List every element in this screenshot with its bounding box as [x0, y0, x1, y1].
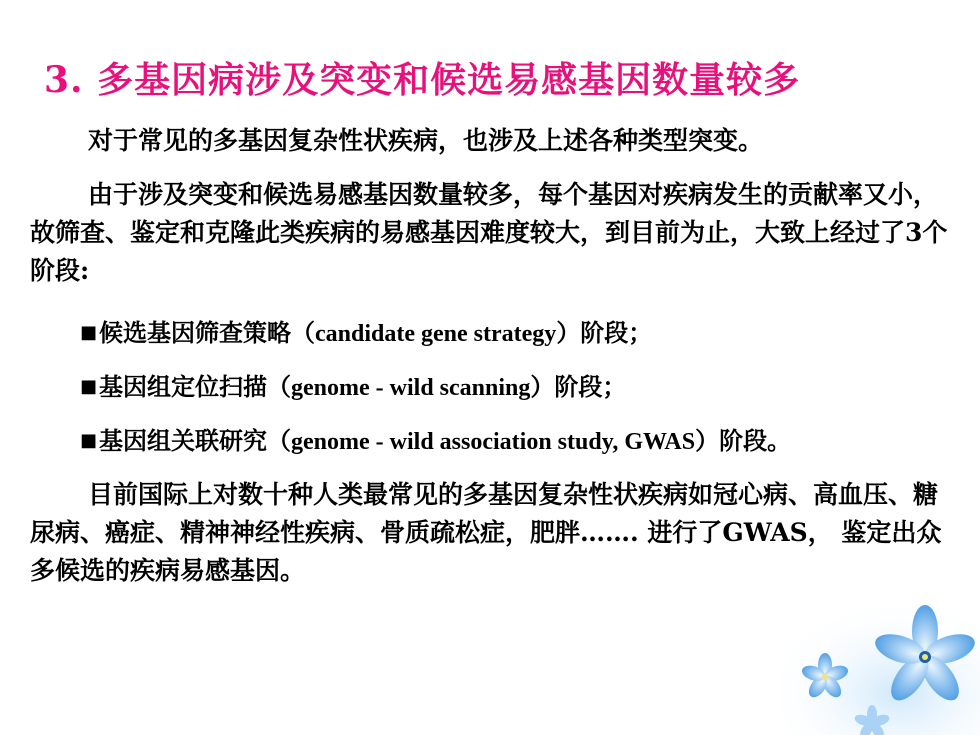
bullet-suffix: ）阶段。 — [695, 427, 792, 455]
bullet-square-icon: ■ — [80, 322, 98, 343]
bullet-square-icon: ■ — [80, 376, 98, 397]
bullet-english-term: genome - wild scanning — [291, 375, 531, 401]
bullet-label: 基因组关联研究（ — [99, 427, 292, 455]
paragraph-stages: 由于涉及突变和候选易感基因数量较多，每个基因对疾病发生的贡献率又小，故筛查、鉴定和克隆此类疾病的易感基因难度较大，到目前为止，大致上经过了3个阶段: — [30, 180, 948, 285]
blue-flower-image — [780, 595, 980, 735]
bullet-candidate-gene — [80, 318, 652, 349]
bullet-label: 候选基因筛查策略（ — [99, 319, 316, 347]
bullet-suffix: ）阶段； — [556, 319, 653, 347]
bullet-english-term: genome - wild association study, GWAS — [291, 429, 696, 455]
paragraph-gwas-results: 目前国际上对数十种人类最常见的多基因复杂性状疾病如冠心病、高血压、糖尿病、癌症、精神神经性疾病、骨质疏松症，肥胖……. 进行了GWAS， 鉴定出众多候选的疾病易感基因。 — [30, 480, 942, 585]
slide-title: 3. 多基因病涉及突变和候选易感基因数量较多 — [44, 59, 801, 101]
bullet-suffix: ）阶段； — [530, 373, 627, 401]
bullet-genome-scanning — [80, 372, 626, 403]
bullet-label: 基因组定位扫描（ — [99, 373, 292, 401]
bullet-gwas — [80, 426, 791, 457]
paragraph-intro: 对于常见的多基因复杂性状疾病，也涉及上述各种类型突变。 — [88, 126, 764, 155]
bullet-square-icon: ■ — [80, 430, 98, 451]
bullet-english-term: candidate gene strategy — [315, 321, 557, 347]
